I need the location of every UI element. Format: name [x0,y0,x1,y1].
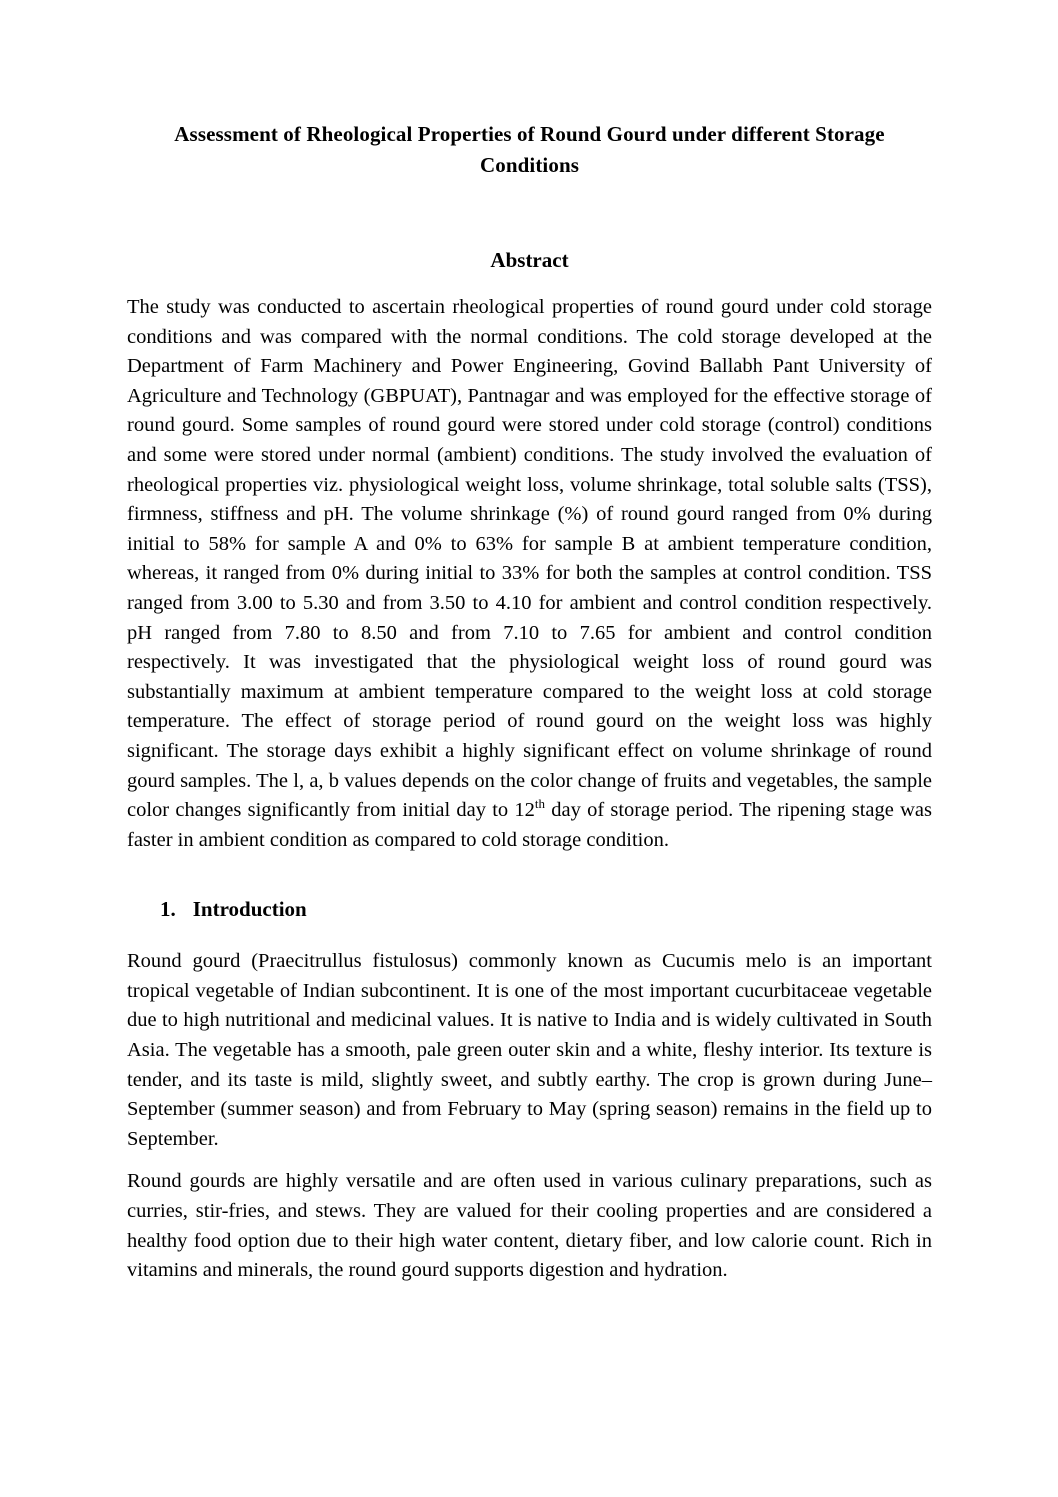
abstract-text-part1: The study was conducted to ascertain rheological properties of round gourd under cold storage conditions and was compared with the normal conditions. The cold storage developed at the Department of Farm Machinery and Power Engineering, Govind Ballabh Pant University of Agriculture and Technology (GBPUAT), Pantnagar and was employed for the effective storage of round gourd. Some samples of round gourd were stored under cold storage (control) conditions and some were stored under normal (ambient) conditions. The study involved the evaluation of rheological properties viz. physiological weight loss, volume shrinkage, total soluble salts (TSS), firmness, stiffness and pH. The volume shrinkage (%) of round gourd ranged from 0% during initial to 58% for sample A and 0% to 63% for sample B at ambient temperature condition, whereas, it ranged from 0% during initial to 33% for both the samples at control condition. TSS ranged from 3.00 to 5.30 and from 3.50 to 4.10 for ambient and control condition respectively. pH ranged from 7.80 to 8.50 and from 7.10 to 7.65 for ambient and control condition respectively. It was investigated that the physiological weight loss of round gourd was substantially maximum at ambient temperature compared to the weight loss at cold storage temperature. The effect of storage period of round gourd on the weight loss was highly significant. The storage days exhibit a highly significant effect on volume shrinkage of round gourd samples. The l, a, b values depends on the color change of fruits and vegetables, the sample color changes significantly from initial day to 12 [127,296,932,822]
abstract-paragraph [127,293,932,855]
introduction-heading [127,894,932,925]
section-label: Introduction [192,897,307,922]
abstract-heading: Abstract [490,248,569,272]
abstract-text-part2: day of storage period. The ripening stage was faster in ambient condition as compared to cold storage condition. [127,799,932,851]
section-number: 1. [160,897,176,922]
introduction-paragraph-2: Round gourds are highly versatile and are often used in various culinary preparations, such as curries, stir-fries, and stews. They are valued for their cooling properties and are considered a healthy food option due to their high water content, dietary fiber, and low calorie count. Rich in vitamins and minerals, the round gourd supports digestion and hydration. [127,1170,932,1282]
introduction-paragraph-1: Round gourd (Praecitrullus fistulosus) commonly known as Cucumis melo is an important tropical vegetable of Indian subcontinent. It is one of the most important cucurbitaceae vegetable due to high nutritional and medicinal values. It is native to India and is widely cultivated in South Asia. The vegetable has a smooth, pale green outer skin and a white, fleshy interior. Its texture is tender, and its taste is mild, slightly sweet, and subtly earthy. The crop is grown during June–September (summer season) and from February to May (spring season) remains in the field up to September. [127,950,932,1150]
superscript-th: th [534,796,546,812]
paper-title: Assessment of Rheological Properties of Round Gourd under different Storage Conditions [174,122,885,177]
